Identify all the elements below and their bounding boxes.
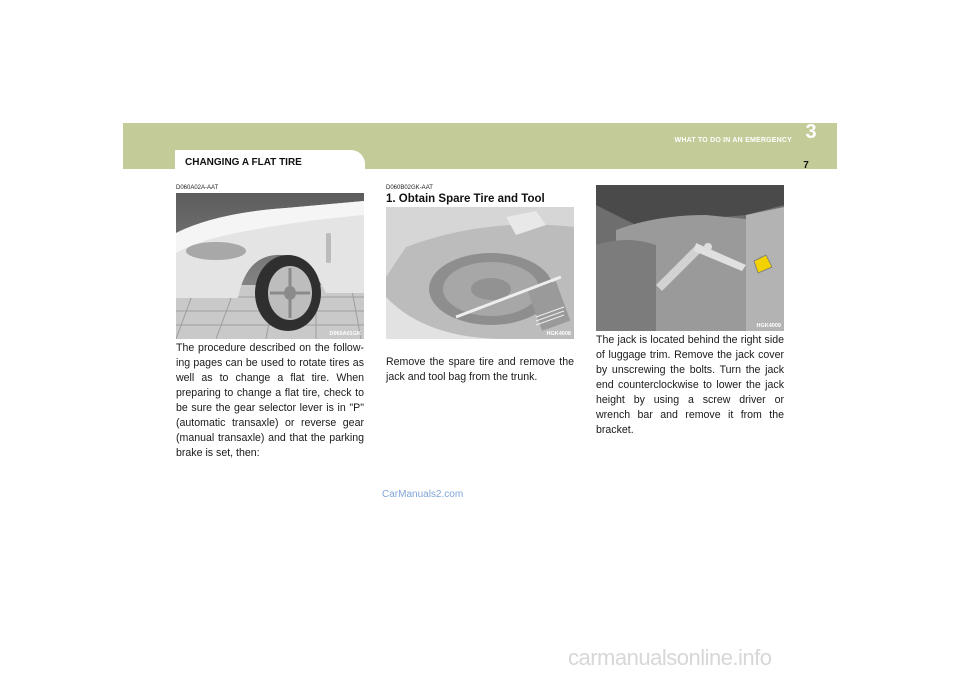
jack-location-illustration	[596, 185, 784, 331]
page-number: 7	[803, 160, 809, 171]
chapter-label: WHAT TO DO IN AN EMERGENCY	[674, 137, 792, 144]
figure-code: HGK4008	[546, 331, 571, 337]
jack-paragraph: The jack is located behind the right side of luggage trim. Remove the jack cover by unscrewing the bolts. Turn the jack end counterclockwise to lower the jack height by using a screw driver or wrench bar and remove it from the bracket.	[596, 334, 784, 436]
reference-code: D060A02A-AAT	[176, 185, 219, 191]
watermark-link[interactable]: CarManuals2.com	[382, 489, 464, 500]
footer-watermark: carmanualsonline.info	[568, 645, 772, 670]
step-heading: 1. Obtain Spare Tire and Tool	[386, 193, 545, 205]
spare-tire-illustration	[386, 207, 574, 339]
chapter-number: 3	[805, 121, 817, 143]
instruction-paragraph: Remove the spare tire and remove the jack and tool bag from the trunk.	[386, 356, 574, 383]
section-title: CHANGING A FLAT TIRE	[185, 157, 302, 168]
figure-code: HGK4009	[756, 323, 781, 329]
car-tire-illustration	[176, 193, 364, 339]
figure-code: D060A01GK	[329, 331, 361, 337]
reference-code: D060B02GK-AAT	[386, 185, 433, 191]
procedure-paragraph: The procedure described on the follow-ing pages can be used to rotate tires as well as to change a flat tire. When preparing to change a flat tire, check to be sure the gear selector lever is in "P" (automatic transaxle) or reverse gear (manual transaxle) and that the parking brake is set, then:	[176, 342, 364, 459]
